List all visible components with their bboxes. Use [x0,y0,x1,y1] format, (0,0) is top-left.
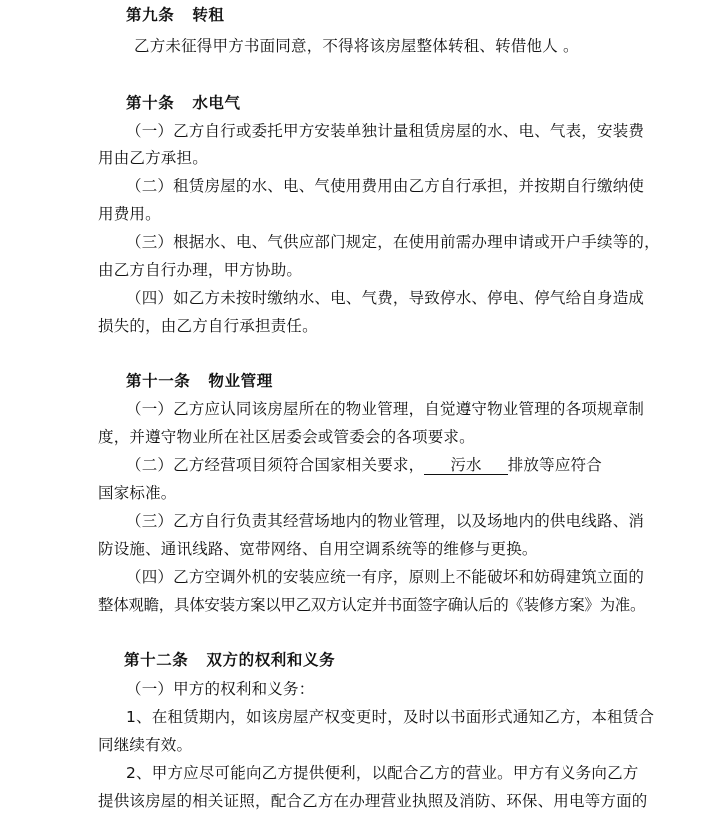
article-title: 物业管理 [208,372,273,390]
article-11-heading [126,370,273,392]
article-10-item-2: （二）租赁房屋的水、电、气使用费用由乙方自行承担，并按期自行缴纳使 [126,177,645,195]
article-11-item-1: （一）乙方应认同该房屋所在的物业管理，自觉遵守物业管理的各项规章制 [126,400,645,418]
article-title: 双方的权利和义务 [206,651,336,669]
article-12-point-1: 1、在租赁期内，如该房屋产权变更时，及时以书面形式通知乙方，本租赁合 [126,708,655,726]
article-12-point-2: 2、甲方应尽可能向乙方提供便利，以配合乙方的营业。甲方有义务向乙方 [126,764,639,782]
article-12-heading [124,649,335,671]
article-11-item-3: （三）乙方自行负责其经营场地内的物业管理，以及场地内的供电线路、消 [126,512,645,530]
article-10-item-1-cont: 用由乙方承担。 [98,149,208,167]
fill-in-blank: 污水 [424,456,507,475]
article-title: 转租 [192,6,225,24]
article-10-item-2-cont: 用费用。 [98,205,161,223]
article-9-heading [126,4,225,26]
article-number: 第十条 [126,94,175,112]
article-12-point-1-cont: 同继续有效。 [98,736,193,754]
article-12-subsection-1: （一）甲方的权利和义务： [126,680,315,698]
article-11-item-4: （四）乙方空调外机的安装应统一有序，原则上不能破坏和妨碍建筑立面的 [126,568,645,586]
article-11-item-3-cont: 防设施、通讯线路、宽带网络、自用空调系统等的维修与更换。 [98,540,538,558]
article-number: 第十一条 [126,372,191,390]
article-11-item-2 [126,454,602,476]
article-10-item-4-cont: 损失的，由乙方自行承担责任。 [98,317,318,335]
article-title: 水电气 [192,94,241,112]
article-10-item-1: （一）乙方自行或委托甲方安装单独计量租赁房屋的水、电、气表，安装费 [126,122,645,140]
article-11-item-2-cont: 国家标准。 [98,484,177,502]
article-11-item-1-cont: 度，并遵守物业所在社区居委会或管委会的各项要求。 [98,428,475,446]
article-9-paragraph: 乙方未征得甲方书面同意，不得将该房屋整体转租、转借他人 。 [134,37,579,55]
item-text: 排放等应符合 [507,456,602,474]
article-number: 第十二条 [124,651,189,669]
article-11-item-4-cont: 整体观瞻，具体安装方案以甲乙双方认定并书面签字确认后的《装修方案》为准。 [98,596,646,614]
article-number: 第九条 [126,6,175,24]
article-12-point-2-cont: 提供该房屋的相关证照，配合乙方在办理营业执照及消防、环保、用电等方面的 [98,792,648,810]
item-text: （二）乙方经营项目须符合国家相关要求， [126,456,425,474]
article-10-heading [126,92,241,114]
article-10-item-3: （三）根据水、电、气供应部门规定，在使用前需办理申请或开户手续等的， [126,233,660,251]
article-10-item-3-cont: 由乙方自行办理，甲方协助。 [98,261,303,279]
article-10-item-4: （四）如乙方未按时缴纳水、电、气费，导致停水、停电、停气给自身造成 [126,289,645,307]
